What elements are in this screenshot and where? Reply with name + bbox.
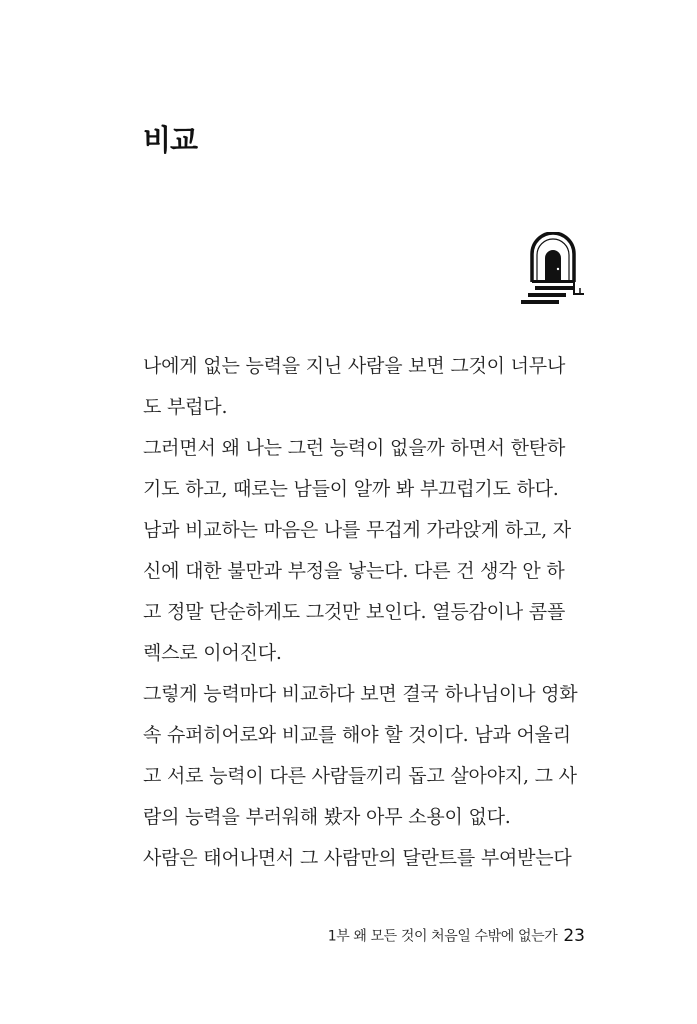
body-line: 기도 하고, 때로는 남들이 알까 봐 부끄럽기도 하다.	[143, 478, 559, 500]
body-line: 도 부럽다.	[143, 396, 228, 418]
body-line: 나에게 없는 능력을 지닌 사람을 보면 그것이 너무나	[143, 355, 566, 377]
body-line: 람의 능력을 부러워해 봤자 아무 소용이 없다.	[143, 806, 511, 828]
body-line: 렉스로 이어진다.	[143, 642, 282, 664]
body-line: 그러면서 왜 나는 그런 능력이 없을까 하면서 한탄하	[143, 437, 566, 459]
page-footer	[300, 925, 585, 951]
body-line: 고 서로 능력이 다른 사람들끼리 돕고 살아야지, 그 사	[143, 765, 577, 787]
body-line: 남과 비교하는 마음은 나를 무겁게 가라앉게 하고, 자	[143, 519, 571, 541]
chapter-title: 비교	[143, 123, 198, 157]
body-line: 속 슈퍼히어로와 비교를 해야 할 것이다. 남과 어울리	[143, 724, 571, 746]
arched-door-with-stairs-icon	[518, 232, 586, 310]
page-number: 23	[563, 925, 585, 946]
body-line: 사람은 태어나면서 그 사람만의 달란트를 부여받는다	[143, 847, 572, 869]
body-line: 신에 대한 불만과 부정을 낳는다. 다른 건 생각 안 하	[143, 560, 565, 582]
body-line: 고 정말 단순하게도 그것만 보인다. 열등감이나 콤플	[143, 601, 566, 623]
running-head: 1부 왜 모든 것이 처음일 수밖에 없는가	[327, 928, 558, 945]
body-line: 그렇게 능력마다 비교하다 보면 결국 하나님이나 영화	[143, 683, 578, 705]
body-text	[143, 346, 583, 879]
